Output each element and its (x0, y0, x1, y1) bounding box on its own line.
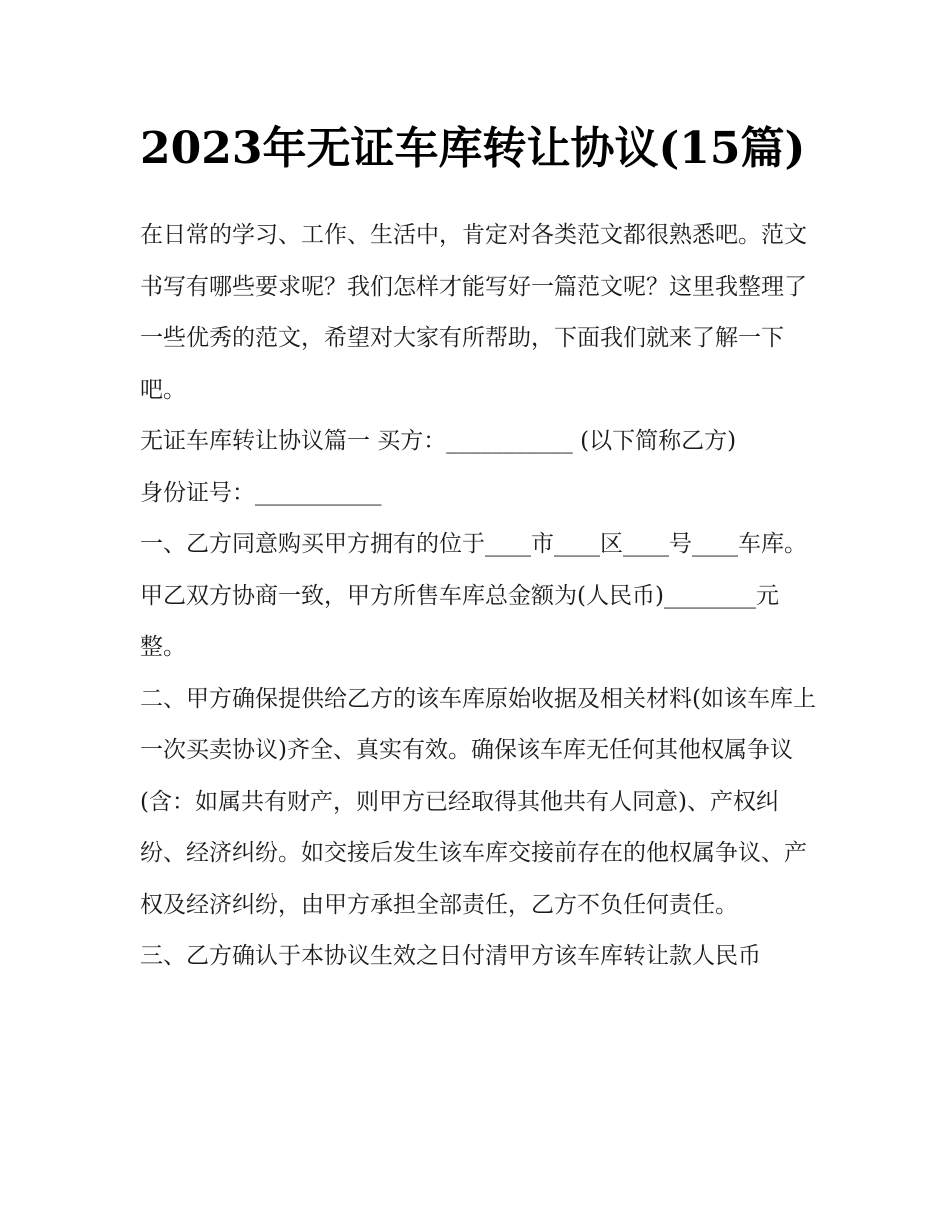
document-page (140, 110, 820, 983)
intro-paragraph: 在日常的学习、工作、生活中，肯定对各类范文都很熟悉吧。范文书写有哪些要求呢？我们怎样才能写好一篇范文呢？这里我整理了一些优秀的范文，希望对大家有所帮助，下面我们就来了解一下吧。 (140, 222, 807, 403)
buyer-line: 无证车库转让协议篇一 买方：___________ (以下简称乙方) (140, 428, 737, 454)
id-number-line: 身份证号：___________ (140, 479, 382, 506)
document-body (140, 210, 820, 983)
clause-two: 二、甲方确保提供给乙方的该车库原始收据及相关材料(如该车库上一次买卖协议)齐全、真实有效。确保该车库无任何其他权属争议(含：如属共有财产，则甲方已经取得其他共有人同意)、产权纠纷、经济纠纷。如交接后发生该车库交接前存在的他权属争议、产权及经济纠纷，由甲方承担全部责任，乙方不负任何责任。 (140, 685, 816, 918)
clause-one: 一、乙方同意购买甲方拥有的位于____市____区____号____车库。甲乙双方协商一致，甲方所售车库总金额为(人民币)________元整。 (140, 531, 807, 660)
document-title: 2023年无证车库转让协议(15篇) (140, 123, 806, 174)
clause-three: 三、乙方确认于本协议生效之日付清甲方该车库转让款人民币 (140, 943, 761, 969)
